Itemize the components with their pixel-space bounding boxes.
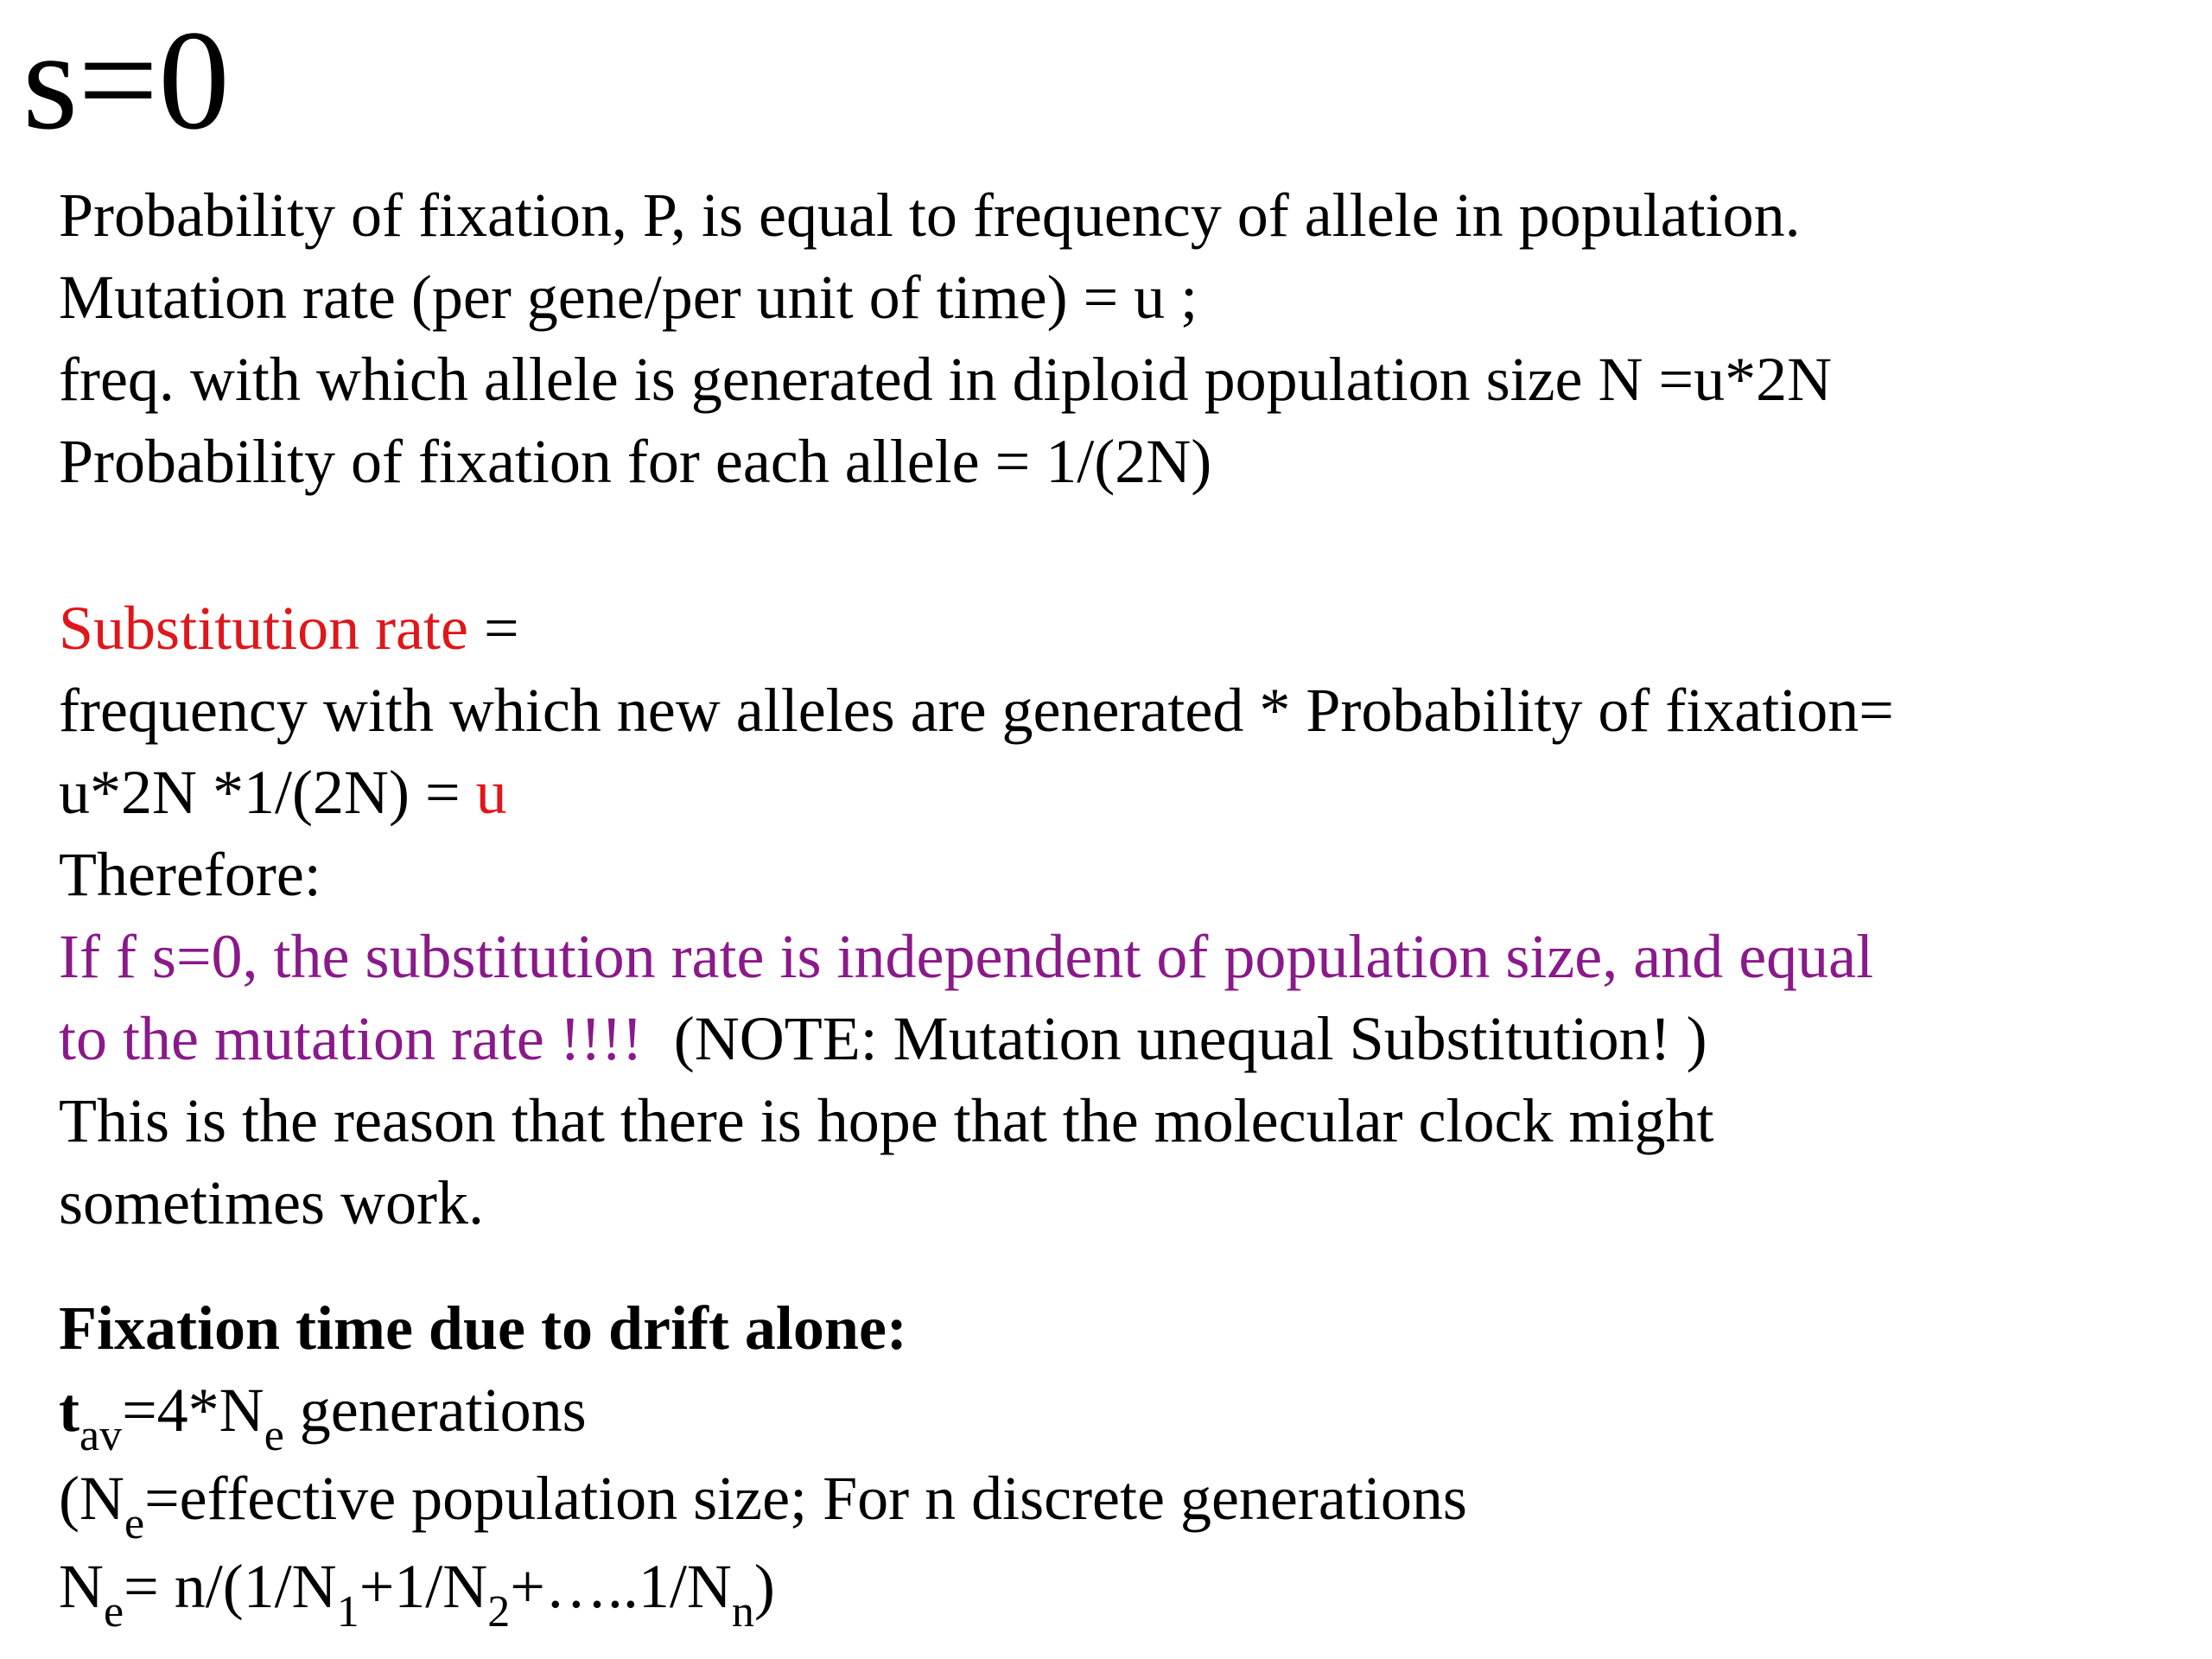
substitution-rate-term: Substitution rate bbox=[59, 594, 468, 663]
substitution-formula-line: frequency with which new alleles are generated * Probability of fixation= bbox=[59, 676, 1894, 745]
formula-e-subscript: e bbox=[104, 1586, 124, 1637]
ne-subscript: e bbox=[124, 1498, 145, 1548]
formula-n: N bbox=[59, 1552, 104, 1621]
intro-line-allele-frequency: freq. with which allele is generated in diploid population size N =u*2N bbox=[59, 345, 1833, 414]
ne-definition: =effective population size; For n discrete generations bbox=[144, 1464, 1467, 1533]
formula-part-1: = n/(1/N bbox=[124, 1552, 337, 1621]
formula-part-3: +…..1/N bbox=[510, 1552, 732, 1621]
substitution-definition-line bbox=[59, 588, 1894, 670]
formula-part-2: +1/N bbox=[359, 1552, 488, 1621]
formula-close: ) bbox=[753, 1552, 775, 1621]
intro-paragraph bbox=[59, 175, 1832, 503]
intro-line-mutation-rate: Mutation rate (per gene/per unit of time) = u ; bbox=[59, 263, 1198, 332]
substitution-result-line bbox=[59, 752, 1894, 834]
formula-subscript-n: n bbox=[731, 1586, 754, 1637]
tav-ne-subscript: e bbox=[264, 1410, 284, 1460]
formula-subscript-2: 2 bbox=[487, 1586, 511, 1637]
therefore-line: Therefore: bbox=[59, 840, 321, 909]
formula-subscript-1: 1 bbox=[336, 1586, 359, 1637]
substitution-result-expression: u*2N *1/(2N) = bbox=[59, 758, 476, 827]
substitution-result-value: u bbox=[475, 758, 507, 827]
effective-population-line bbox=[59, 1458, 1467, 1546]
slide-title: s=0 bbox=[22, 1, 230, 159]
conclusion-line-1: If f s=0, the substitution rate is independent of population size, and equal bbox=[59, 922, 1874, 991]
mutation-substitution-note: (NOTE: Mutation unequal Substitution! ) bbox=[642, 1004, 1707, 1073]
ne-open: (N bbox=[59, 1464, 124, 1533]
fixation-time-heading: Fixation time due to drift alone: bbox=[59, 1294, 907, 1363]
fixation-time-section bbox=[59, 1287, 1467, 1637]
tav-expression: =4*N bbox=[122, 1376, 264, 1445]
tav-generations: generations bbox=[283, 1376, 587, 1445]
tav-symbol: t bbox=[59, 1376, 79, 1445]
intro-line-fixation-probability: Probability of fixation, P, is equal to frequency of allele in population. bbox=[59, 181, 1801, 250]
tav-formula-line bbox=[59, 1370, 1467, 1458]
ne-harmonic-formula-line bbox=[59, 1546, 1467, 1637]
substitution-paragraph bbox=[59, 588, 1894, 1244]
molecular-clock-line-2: sometimes work. bbox=[59, 1168, 484, 1237]
conclusion-mutation-rate: to the mutation rate !!!! bbox=[59, 1004, 643, 1073]
substitution-equals: = bbox=[467, 594, 519, 663]
tav-subscript: av bbox=[79, 1410, 123, 1460]
conclusion-line-2 bbox=[59, 998, 1894, 1080]
molecular-clock-line-1: This is the reason that there is hope that the molecular clock might bbox=[59, 1086, 1714, 1155]
intro-line-fixation-each-allele: Probability of fixation for each allele = 1/(2N) bbox=[59, 427, 1212, 496]
